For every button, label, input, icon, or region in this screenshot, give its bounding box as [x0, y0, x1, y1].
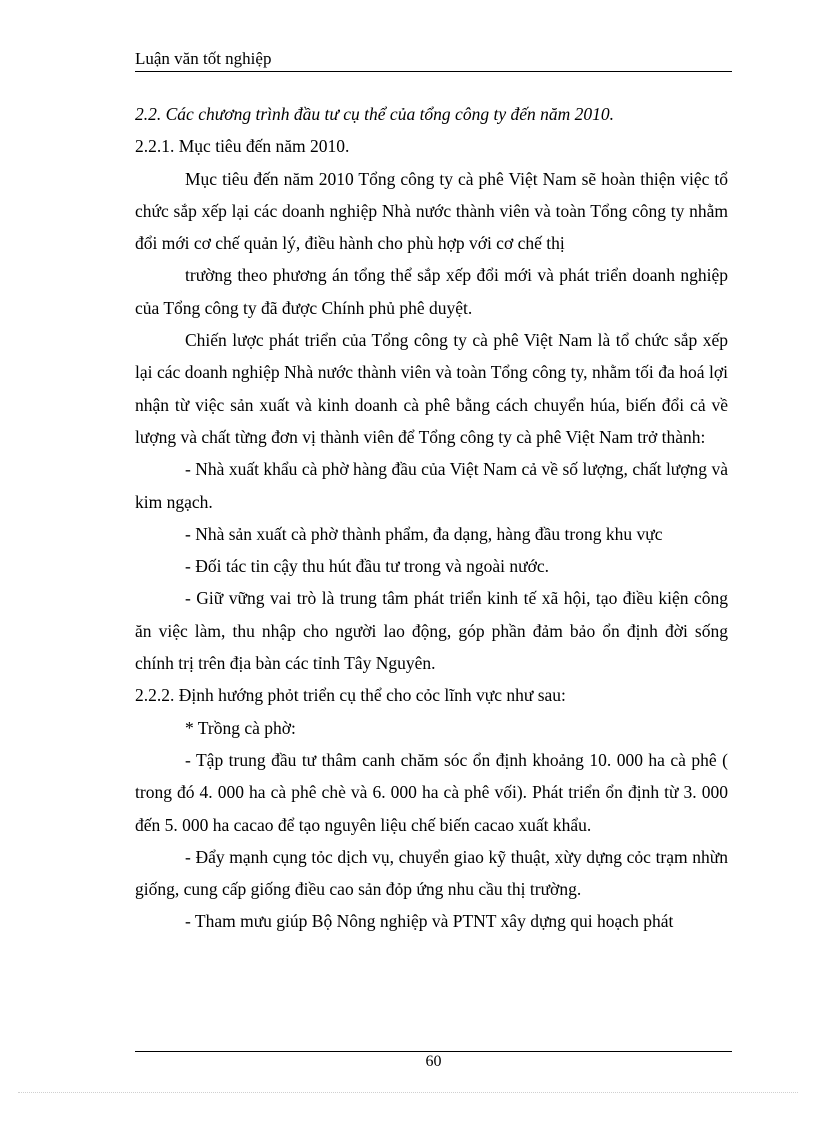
- section-heading: 2.2. Các chương trình đầu tư cụ thể của tổng công ty đến năm 2010.: [135, 104, 614, 124]
- header-rule: [135, 71, 732, 72]
- list-item: - Tham mưu giúp Bộ Nông nghiệp và PTNT xây dựng qui hoạch phát: [185, 911, 674, 932]
- subsection-heading-2-2-1: 2.2.1. Mục tiêu đến năm 2010.: [135, 136, 350, 157]
- list-item: - Giữ vững vai trò là trung tâm phát triển kinh tế xã hội, tạo điều kiện công ăn việc làm, thu nhập cho người lao động, góp phần đảm bảo ổn định đời sống chính trị trên địa bàn các tỉnh Tây Nguyên.: [135, 588, 728, 674]
- footer-rule: [135, 1051, 732, 1052]
- page-number: 60: [425, 1053, 442, 1070]
- running-header-title: Luận văn tốt nghiệp: [135, 49, 272, 68]
- sub-heading-coffee-growing: * Trồng cà phờ:: [185, 717, 296, 738]
- list-item: - Nhà sản xuất cà phờ thành phẩm, đa dạng, hàng đầu trong khu vực: [185, 523, 663, 544]
- list-item: - Đẩy mạnh cụng tỏc dịch vụ, chuyển giao kỹ thuật, xừy dựng cỏc trạm nhừn giống, cung cấp giống điều cao sản đỏp ứng nhu cầu thị trường.: [135, 846, 728, 900]
- paragraph-goal-part-1: Mục tiêu đến năm 2010 Tổng công ty cà phê Việt Nam sẽ hoàn thiện việc tổ chức sắp xếp lại các doanh nghiệp Nhà nước thành viên và toàn Tổng công ty nhằm đổi mới cơ chế quản lý, điều hành cho phù hợp với cơ chế thị: [135, 168, 728, 254]
- subsection-heading-2-2-2: 2.2.2. Định hướng phỏt triển cụ thể cho cỏc lĩnh vực như sau:: [135, 685, 566, 706]
- list-item: - Nhà xuất khẩu cà phờ hàng đầu của Việt Nam cả về số lượng, chất lượng và kim ngạch.: [135, 459, 728, 512]
- list-item: - Tập trung đầu tư thâm canh chăm sóc ổn định khoảng 10. 000 ha cà phê ( trong đó 4. 000 ha cà phê chè và 6. 000 ha cà phê vối). Phát triển ổn định từ 3. 000 đến 5. 000 ha cacao để tạo nguyên liệu chế biến cacao xuất khẩu.: [135, 749, 728, 835]
- page-body: [135, 98, 728, 938]
- page-edge-divider: [18, 1092, 798, 1093]
- paragraph-goal-part-2: trường theo phương án tổng thể sắp xếp đổi mới và phát triển doanh nghiệp của Tổng công ty đã được Chính phủ phê duyệt.: [135, 265, 728, 318]
- paragraph-strategy: Chiến lược phát triển của Tổng công ty cà phê Việt Nam là tổ chức sắp xếp lại các doanh nghiệp Nhà nước thành viên và toàn Tổng công ty, nhằm tối đa hoá lợi nhận từ việc sản xuất và kinh doanh cà phê bằng cách chuyển húa, biến đổi cả về lượng và chất từng đơn vị thành viên để Tổng công ty cà phê Việt Nam trở thành:: [135, 330, 728, 447]
- list-item: - Đối tác tin cậy thu hút đầu tư trong và ngoài nước.: [185, 556, 550, 577]
